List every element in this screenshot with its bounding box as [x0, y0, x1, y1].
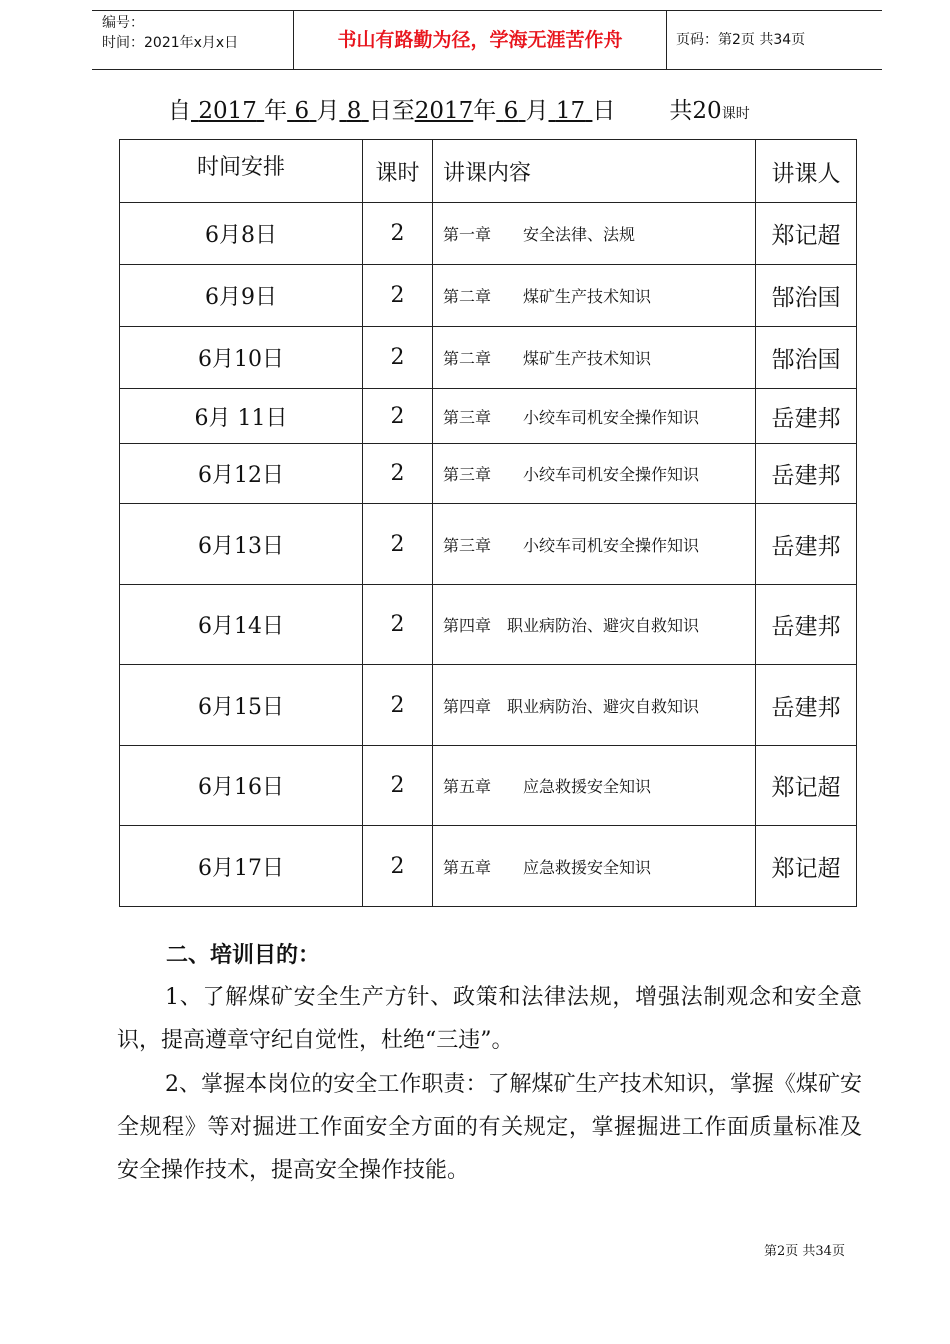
cell-speaker: 岳建邦 — [756, 665, 857, 746]
cell-hours: 2 — [363, 746, 433, 826]
cell-content: 第一章 安全法律、法规 — [433, 203, 756, 265]
cell-date: 6月8日 — [120, 203, 363, 265]
cell-content: 第三章 小绞车司机安全操作知识 — [433, 444, 756, 504]
header-date: 时间安排 — [120, 140, 363, 203]
month-char: 月 — [525, 98, 549, 124]
table-row — [120, 504, 857, 585]
table-row — [120, 826, 857, 907]
schedule-table — [119, 139, 857, 907]
table-row — [120, 444, 857, 504]
cell-content: 第五章 应急救援安全知识 — [433, 826, 756, 907]
cell-content: 第四章 职业病防治、避灾自救知识 — [433, 585, 756, 665]
cell-speaker: 岳建邦 — [756, 585, 857, 665]
header-page-info: 页码：第2页 共34页 — [676, 32, 806, 48]
cell-content: 第四章 职业病防治、避灾自救知识 — [433, 665, 756, 746]
cell-speaker: 岳建邦 — [756, 444, 857, 504]
page-footer: 第2页 共34页 — [764, 1244, 845, 1259]
header-speaker: 讲课人 — [756, 140, 857, 203]
cell-speaker: 岳建邦 — [756, 389, 857, 444]
cell-speaker: 岳建邦 — [756, 504, 857, 585]
year-char: 年 — [473, 98, 497, 124]
table-row — [120, 389, 857, 444]
cell-content: 第五章 应急救援安全知识 — [433, 746, 756, 826]
start-year: 2017 — [198, 98, 257, 124]
header-meta — [102, 13, 238, 53]
cell-date: 6月17日 — [120, 826, 363, 907]
end-day: 17 — [555, 98, 586, 124]
table-row — [120, 746, 857, 826]
cell-hours: 2 — [363, 504, 433, 585]
year-char: 年 — [264, 98, 288, 124]
table-row — [120, 585, 857, 665]
cell-content: 第二章 煤矿生产技术知识 — [433, 265, 756, 327]
date-range-line — [168, 96, 750, 129]
cell-date: 6月14日 — [120, 585, 363, 665]
cell-speaker: 郑记超 — [756, 826, 857, 907]
end-month: 6 — [503, 98, 519, 124]
start-day: 8 — [346, 98, 362, 124]
time-label: 时间：2021年x月x日 — [102, 35, 239, 51]
cell-speaker: 郑记超 — [756, 746, 857, 826]
cell-content: 第二章 煤矿生产技术知识 — [433, 327, 756, 389]
start-month: 6 — [294, 98, 310, 124]
section-title: 二、培训目的： — [166, 943, 321, 968]
cell-hours: 2 — [363, 389, 433, 444]
cell-hours: 2 — [363, 444, 433, 504]
header-content: 讲课内容 — [433, 140, 756, 203]
cell-hours: 2 — [363, 665, 433, 746]
cell-date: 6月12日 — [120, 444, 363, 504]
cell-hours: 2 — [363, 203, 433, 265]
table-row — [120, 265, 857, 327]
paragraph-1: 1、了解煤矿安全生产方针、政策和法律法规，增强法制观念和安全意识，提高遵章守纪自觉性，杜绝“三违”。 — [117, 985, 862, 1053]
total-hours-unit: 课时 — [721, 106, 750, 122]
code-label: 编号： — [102, 15, 144, 31]
day-to-char: 日至 — [368, 98, 415, 124]
cell-date: 6月10日 — [120, 327, 363, 389]
month-char: 月 — [316, 98, 340, 124]
cell-date: 6月16日 — [120, 746, 363, 826]
paragraph-2: 2、掌握本岗位的安全工作职责：了解煤矿生产技术知识，掌握《煤矿安全规程》等对掘进工作面安全方面的有关规定，掌握掘进工作面质量标准及安全操作技术，提高安全操作技能。 — [117, 1072, 862, 1183]
cell-content: 第三章 小绞车司机安全操作知识 — [433, 504, 756, 585]
cell-hours: 2 — [363, 327, 433, 389]
table-header-row — [120, 140, 857, 203]
cell-hours: 2 — [363, 265, 433, 327]
cell-hours: 2 — [363, 826, 433, 907]
header-divider — [666, 11, 667, 69]
cell-date: 6月15日 — [120, 665, 363, 746]
date-prefix: 自 — [168, 98, 191, 124]
cell-date: 6月 11日 — [120, 389, 363, 444]
day-char: 日 — [592, 98, 616, 124]
cell-date: 6月9日 — [120, 265, 363, 327]
cell-speaker: 郜治国 — [756, 327, 857, 389]
cell-hours: 2 — [363, 585, 433, 665]
table-row — [120, 203, 857, 265]
header-hours: 课时 — [363, 140, 433, 203]
table-row — [120, 665, 857, 746]
end-year: 2017 — [414, 98, 474, 124]
header-motto: 书山有路勤为径，学海无涯苦作舟 — [337, 29, 623, 51]
table-row — [120, 327, 857, 389]
cell-speaker: 郜治国 — [756, 265, 857, 327]
cell-date: 6月13日 — [120, 504, 363, 585]
total-hours: 共20 — [669, 98, 722, 124]
page-header — [92, 10, 882, 70]
cell-content: 第三章 小绞车司机安全操作知识 — [433, 389, 756, 444]
cell-speaker: 郑记超 — [756, 203, 857, 265]
